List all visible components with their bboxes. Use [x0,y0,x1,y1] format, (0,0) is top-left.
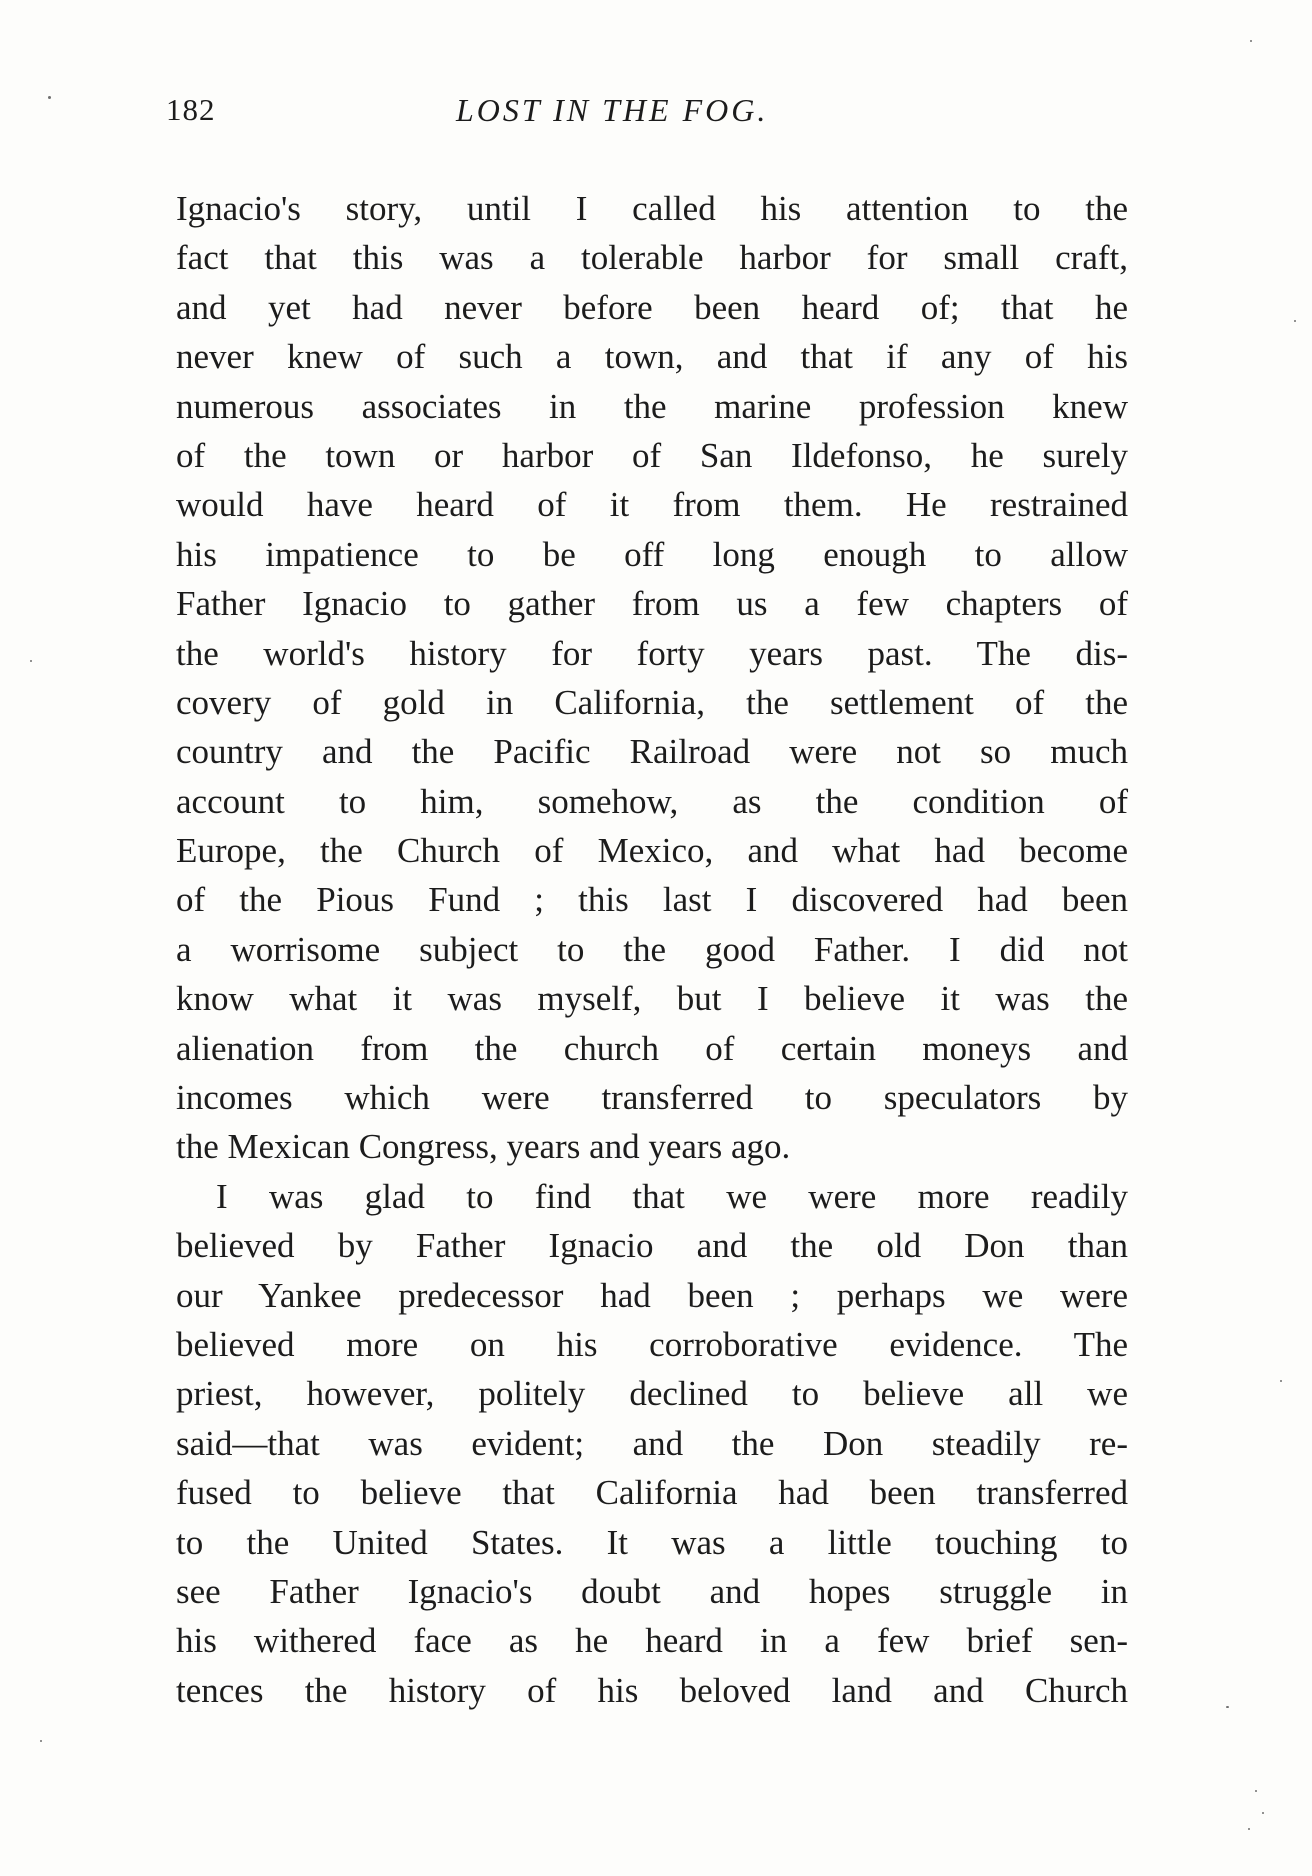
text-line: priest, however, politely declined to believe all we [176,1374,1128,1414]
text-line: account to him, somehow, as the condition of [176,781,1128,821]
scan-speck [40,1740,42,1742]
scan-speck [1226,1706,1229,1708]
body-text [176,184,1128,1715]
page-number: 182 [166,92,216,127]
text-line: the Mexican Congress, years and years ago. [176,1127,791,1167]
text-line: alienation from the church of certain moneys and [176,1028,1128,1068]
text-line: said—that was evident; and the Don steadily re- [176,1423,1128,1463]
text-line: the world's history for forty years past. The dis- [176,633,1128,673]
scan-speck [1294,320,1296,322]
text-line: our Yankee predecessor had been ; perhaps we were [176,1275,1128,1315]
text-line: Father Ignacio to gather from us a few chapters of [176,584,1128,624]
scan-speck [1255,1790,1257,1792]
scan-speck [30,660,32,662]
text-line: would have heard of it from them. He restrained [176,485,1128,525]
text-line: believed by Father Ignacio and the old Don than [176,1226,1128,1266]
text-line: of the town or harbor of San Ildefonso, he surely [176,435,1128,475]
text-line: his withered face as he heard in a few brief sen- [176,1621,1128,1661]
scan-speck [1250,40,1252,42]
text-line: I was glad to find that we were more readily [216,1176,1128,1216]
text-line: fact that this was a tolerable harbor for small craft, [176,238,1128,278]
text-line: fused to believe that California had been transferred [176,1473,1128,1513]
scan-speck [1262,1812,1264,1814]
text-line: incomes which were transferred to speculators by [176,1078,1128,1118]
text-line: see Father Ignacio's doubt and hopes struggle in [176,1571,1128,1611]
text-line: to the United States. It was a little touching to [176,1522,1128,1562]
text-line: know what it was myself, but I believe it was the [176,979,1128,1019]
text-line: his impatience to be off long enough to allow [176,534,1128,574]
text-line: of the Pious Fund ; this last I discovered had been [176,880,1128,920]
text-line: never knew of such a town, and that if any of his [176,337,1128,377]
text-line: Ignacio's story, until I called his attention to the [176,189,1128,228]
paragraph-2 [176,1172,1128,1715]
text-line: tences the history of his beloved land and Church [176,1670,1128,1710]
text-line: numerous associates in the marine profession knew [176,386,1128,426]
text-line: covery of gold in California, the settlement of the [176,682,1128,722]
text-line: country and the Pacific Railroad were not so much [176,732,1128,772]
page-header [166,92,1126,140]
scan-speck [48,96,51,99]
scan-speck [1280,1380,1282,1382]
text-line: Europe, the Church of Mexico, and what had become [176,831,1128,871]
paragraph-1 [176,184,1128,1172]
text-line: and yet had never before been heard of; that he [176,287,1128,327]
text-line: believed more on his corroborative evidence. The [176,1324,1128,1364]
running-title: LOST IN THE FOG. [456,92,769,128]
scan-speck [1248,1828,1250,1830]
text-line: a worrisome subject to the good Father. I did not [176,929,1128,969]
